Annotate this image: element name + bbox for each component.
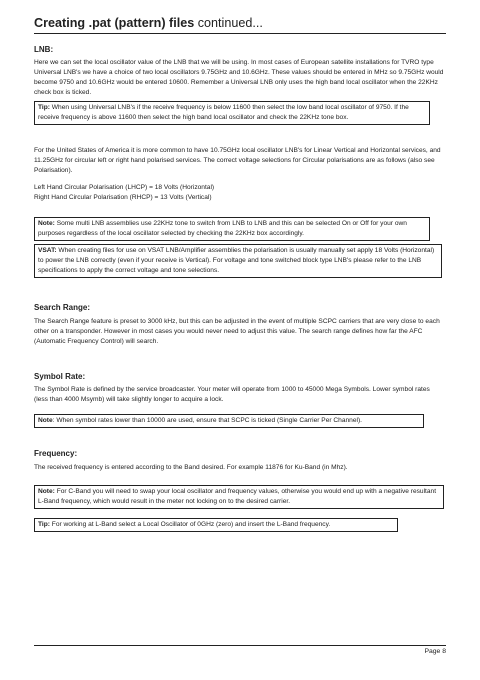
page-title-bold: Creating .pat (pattern) files (34, 16, 195, 30)
symbol-rate-note-box (34, 414, 424, 428)
page-title-rest: continued... (194, 16, 263, 30)
symbol-rate-paragraph: The Symbol Rate is defined by the service broadcaster. Your meter will operate from 1000 to 45000 Mega Symbols. Lower symbol rates (less than 4000 Msymb) will take slightly longer to acquire a lock. (34, 386, 430, 403)
rhcp-line: Right Hand Circular Polarisation (RHCP) = 13 Volts (Vertical) (34, 194, 212, 201)
tip-text: For working at L-Band select a Local Oscillator of 0GHz (zero) and insert the L-Band frequency. (49, 521, 331, 528)
page-footer (34, 645, 446, 655)
note-text: For C-Band you will need to swap your local oscillator and frequency values, otherwise you would end up with a negative resultant L-Band frequency, which would result in the meter not locking on to the desired carrier. (38, 488, 437, 505)
vsat-text: When creating files for use on VSAT LNB/Amplifier assemblies the polarisation is usually manually set apply 18 Volts (Horizontal) to power the LNB correctly (even if your receive is Vertical). For voltage and tone switched block type LNB's please refer to the LNB specifications to apply the correct voltage and tone selections. (38, 247, 435, 274)
note-text: Some multi LNB assemblies use 22KHz tone to switch from LNB to LNB and this can be selected On or Off for your own purposes regardless of the local oscillator selected by checking the 22KHz box accordingly. (38, 220, 407, 237)
lnb-heading: LNB: (34, 45, 54, 54)
note-label: Note: (38, 488, 55, 495)
page-title (34, 16, 446, 31)
lnb-paragraph: Here we can set the local oscillator value of the LNB that we will be using. In most cases of European satellite installations for TVRO type Universal LNB's we have a choice of two local oscillators 9.75GHz and 10.6GHz. These values should be entered in MHz so 9.75GHz would become 9750 and 10.6GHz would be entered 10600. Remember a Universal LNB only uses the high band local oscillator when the 22KHz check box is ticked. (34, 59, 444, 96)
note-label: Note: (38, 220, 55, 227)
search-range-paragraph: The Search Range feature is preset to 3000 kHz, but this can be adjusted in the event of multiple SCPC carriers that are very close to each other on a transponder. However in most cases you would never need to adjust this value. The search range defines how far the AFC (Automatic Frequency Control) will search. (34, 318, 440, 345)
usa-lnb-paragraph: For the United States of America it is more common to have 10.75GHz local oscillator LNB's for Linear Vertical and Horizontal services, and 11.25GHz for circular left or right hand polarised services. The correct voltage selections for Circular polarisations are as follows (also see Polarisation). (34, 147, 441, 174)
title-rule (34, 33, 446, 34)
tip-label: Tip: (38, 521, 50, 528)
tip-label: Tip: (38, 104, 50, 111)
symbol-rate-heading: Symbol Rate: (34, 372, 86, 381)
note-label: Note (38, 417, 53, 424)
footer-rule (34, 645, 446, 646)
lnb-note-box (34, 217, 430, 241)
frequency-tip-box (34, 518, 398, 532)
frequency-paragraph: The received frequency is entered according to the Band desired. For example 11876 for Ku-Band (in Mhz). (34, 464, 348, 471)
tip-text: When using Universal LNB's if the receive frequency is below 11600 then select the low band local oscillator of 9750. If the receive frequency is above 11600 then select the high band local oscillator and check the 22KHz tone box. (38, 104, 409, 121)
search-range-heading: Search Range: (34, 303, 91, 312)
vsat-label: VSAT: (38, 247, 57, 254)
note-text: : When symbol rates lower than 10000 are used, ensure that SCPC is ticked (Single Carrier Per Channel). (52, 417, 362, 424)
frequency-note-box (34, 485, 444, 509)
vsat-box (34, 244, 442, 278)
frequency-heading: Frequency: (34, 449, 78, 458)
lhcp-line: Left Hand Circular Polarisation (LHCP) = 18 Volts (Horizontal) (34, 184, 215, 191)
lnb-tip-box (34, 101, 430, 125)
page-number: Page 8 (424, 648, 446, 655)
